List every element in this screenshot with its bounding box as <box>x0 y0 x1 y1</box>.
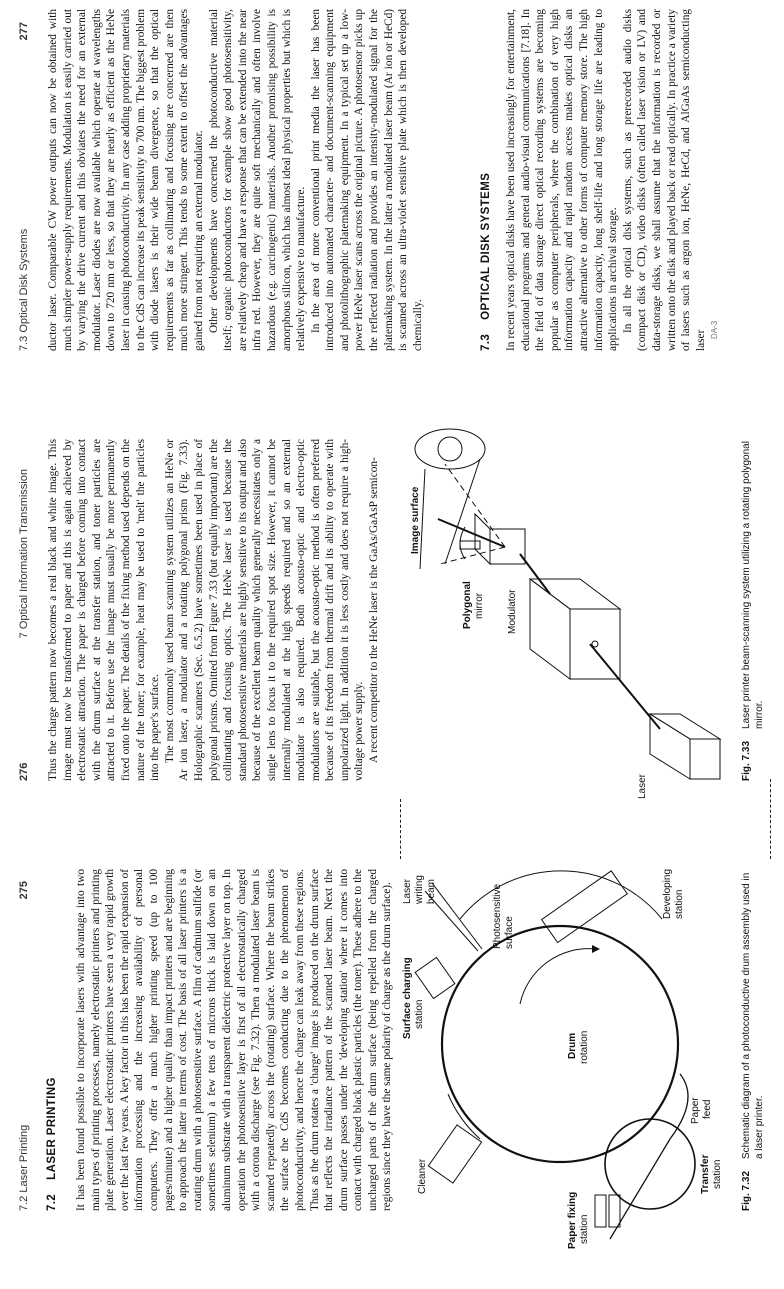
label-drum: Drum <box>567 1032 578 1059</box>
drum-circle <box>442 926 678 1162</box>
label-paper-feed: Paper <box>690 1097 701 1124</box>
body-text <box>46 9 425 351</box>
page-number: 276 <box>18 762 30 781</box>
label-laser: Laser <box>637 773 648 799</box>
polygonal-mirror <box>460 514 525 564</box>
label-developing: Developing <box>662 868 673 919</box>
figure-number: Fig. 7.33 <box>741 740 752 781</box>
paragraph: In the area of more conventional print media the laser has been introduced into automated character- and document-scanning equipment and photolithographic platemaking equipment. In a typical set up a low-power HeNe laser scans across the original picture. A photosensor picks up the reflected radiation and provides an intensity-modulated signal for the platemaking system. In the latter a modulated laser beam (Ar ion or HeCd) is scanned across an ultra-violet sensitive plate which is then developed chemically. <box>309 9 424 351</box>
fig-7-33-scanning-diagram <box>410 429 740 799</box>
developing-station-box <box>542 871 628 943</box>
label-polygonal: Polygonal <box>462 581 473 629</box>
rotation-arrow <box>520 949 595 1004</box>
label-paper-feed-2: feed <box>702 1099 713 1119</box>
developing-arc <box>460 871 662 919</box>
fig-7-32-drum-diagram <box>400 859 730 1249</box>
beam-laser-to-modulator <box>590 644 660 729</box>
label-surface-charging: Surface charging <box>402 957 413 1039</box>
running-head-title: 7.2 Laser Printing <box>18 1124 30 1211</box>
fixing-roller <box>595 1195 606 1227</box>
paragraph: ductor laser. Comparable CW power outputs can now be obtained with much simpler power-supply requirements. Modulation is easily carried out by varying the drive current and this obviates the need for an external modulator. Laser diodes are now available which operate at wavelengths down to 720 nm or less, so that they are nearly as efficient as the HeNe laser in causing photoconductivity. In any case adding proprietary materials to the CdS can increase its peak sensitivity to 700 nm. The biggest problem with diode lasers is their wide beam divergence, so that the optical requirements as far as collimating and focusing are concerned are then much more stringent. This tends to some extent to offset the advantages gained from not requiring an external modulator. <box>47 9 205 351</box>
label-paper-fixing-2: station <box>579 1214 590 1244</box>
label-modulator: Modulator <box>507 589 518 634</box>
cleaner-arc <box>448 1094 480 1139</box>
label-image-surface: Image surface <box>410 486 421 554</box>
running-head <box>18 10 34 351</box>
label-cleaner: Cleaner <box>417 1158 428 1194</box>
paragraph: In recent years optical disks have been used increasingly for entertainment, educational programs and general audio-visual communications [7.18]. In the field of data storage direct optical recording systems are becoming popular as computer peripherals, where the combination of very high information capacity and rapid random access makes optical disks an attractive alternative to other forms of computer memory store. The high information capacity, long shelf-life and long storage life are leading to applications in archival storage. <box>505 9 620 351</box>
label-laser-beam-3: beam <box>426 878 437 904</box>
label-transfer: Transfer <box>700 1154 711 1194</box>
fixing-roller <box>609 1195 620 1227</box>
page-number: 275 <box>18 881 30 900</box>
paragraph: Thus the charge pattern now becomes a real black and white image. This image must now be transformed to paper and this is again achieved by electrostatic attraction. The paper is charged before coming into contact with the drum surface at the transfer station, and toner particles are attracted to it. Before use the image must usually be more permanently fixed onto the paper. The details of the fixing method used depends on the nature of the toner; for example, heat may be used to 'melt' the particles into the paper's surface. <box>47 439 162 781</box>
rotation-arrowhead <box>592 945 600 953</box>
charging-station-box <box>415 957 455 998</box>
page-277 <box>0 0 784 429</box>
section-number: 7.3 <box>480 333 492 351</box>
label-laser-beam-2: writing <box>414 875 425 904</box>
laser-box <box>650 714 720 779</box>
paragraph: It has been found possible to incorporate lasers with advantage into two main types of printing processes, namely electrostatic printers and printing plate generation. Laser electrostatic printers have seen a very rapid growth over the last few years. A key factor in this has been the rapid expansion of information processing and the increasing availability of personal computers. They offer a much higher printing speed (up to 100 pages/minute) and a higher quality than impact printers and are beginning to approach the latter in terms of cost. The basis of all laser printers is a rotating drum with a photosensitive surface. A film of cadmium sulfide (or sometimes selenium) a few tens of microns thick is laid down on an aluminum substrate with a transparent dielectric protective layer on top. In operation the photosensitive layer is first of all electrostatically charged with a corona discharge (see Fig. 7.32). Then a modulated laser beam is scanned repeatedly across the (rotating) surface. Where the beam strikes the surface the CdS becomes conducting due to the phenomenon of photoconductivity, and hence the charge can leak away from these regions. Thus as the drum rotates a 'charge' image is produced on the drum surface that reflects the irradiance pattern of the scanned laser beam. Next the drum surface passes under the 'developing station' where it comes into contact with charged black plastic particles (the toner). These adhere to the uncharged parts of the drum surface (being repelled from the charged regions since they have the same polarity of charge as the drum surface). <box>75 869 394 1211</box>
body-text <box>46 439 382 781</box>
label-surface-charging-2: station <box>414 999 425 1029</box>
scanned-beam <box>438 519 505 547</box>
section-heading-7-3 <box>480 173 492 351</box>
label-developing-2: station <box>674 889 685 919</box>
paragraph: The most commonly used beam scanning system utilizes an HeNe or Ar ion laser, a modulator and a rotating polygonal prism (Fig. 7.33). Holographic scanners (Sec. 6.5.2) have sometimes been used in place of polygonal prisms. Omitted from Figure 7.33 (but equally important) are the collimating and focusing optics. The HeNe laser is used because the standard photosensitive materials are highly sensitive to its output and also because of the excellent beam quality which generally necessitates only a single lens to focus it to the required spot size. However, it cannot be internally modulated at the high speeds required and so an external modulator is also required. Both acousto-optic and electro-optic modulators are suitable, but the acousto-optic method is often preferred because of its freedom from thermal drift and its ability to operate with unpolarized light. In addition it is less costly and does not require a high-voltage power supply. <box>163 439 366 781</box>
paper-path <box>610 1074 688 1239</box>
running-head <box>18 439 34 781</box>
label-mirror: mirror <box>474 592 485 619</box>
running-head <box>18 869 34 1211</box>
paragraph: Other developments have concerned the photoconductive material itself; organic photoconductors for example show good photosensitivity, are relatively cheap and have a response that can be extended into the near infra red. However, they are quite soft mechanically and often involve hazardous (e.g. carcinogenic) materials. Another promising possibility is amorphous silicon, which has almost ideal physical properties but which is relatively expensive to manufacture. <box>207 9 308 351</box>
label-rotation: rotation <box>579 1030 590 1064</box>
figure-caption <box>740 869 766 1211</box>
crop-mark <box>400 799 401 859</box>
caption-text: Laser printer beam-scanning system utilizing a rotating polygonal mirror. <box>741 441 765 729</box>
laser-beam-line <box>432 883 482 949</box>
running-head-title: 7.3 Optical Disk Systems <box>18 228 30 351</box>
section-title: LASER PRINTING <box>46 1077 58 1180</box>
figure-caption <box>740 439 766 781</box>
page-number: 277 <box>18 22 30 41</box>
page-276 <box>0 429 784 859</box>
section-heading-7-2 <box>46 1077 58 1211</box>
label-photosensitive-2: surface <box>504 916 515 949</box>
label-paper-fixing: Paper fixing <box>567 1191 578 1249</box>
section-number: 7.2 <box>46 1193 58 1211</box>
body-text-section-7-3 <box>504 9 708 351</box>
caption-text: Schematic diagram of a photoconductive drum assembly used in a laser printer. <box>741 872 765 1159</box>
cleaner-box <box>428 1125 481 1183</box>
label-photosensitive: Photosensitive <box>492 883 503 949</box>
footer-mark: DA-3 <box>710 320 719 339</box>
label-laser-beam: Laser <box>402 878 413 904</box>
body-text <box>74 869 395 1211</box>
running-head-title: 7 Optical Information Transmission <box>18 469 30 639</box>
crop-mark <box>770 779 771 859</box>
label-transfer-2: station <box>712 1159 723 1189</box>
section-title: OPTICAL DISK SYSTEMS <box>480 172 492 320</box>
page-275 <box>0 859 784 1289</box>
paragraph: A recent competitor to the HeNe laser is the GaAs/GaAsP semicon- <box>368 457 381 763</box>
paragraph: In all the optical disk systems, such as prerecorded audio disks (compact disk or CD), video disks (often called laser vision or LV) and data-storage disks, we shall assume that the information is recorded or written onto the disk and played back or read optically. In practice a variety of lasers such as argon ion, HeNe, HeCd, and AlGaAs semiconducting laser <box>621 9 707 351</box>
figure-number: Fig. 7.32 <box>741 1170 752 1211</box>
